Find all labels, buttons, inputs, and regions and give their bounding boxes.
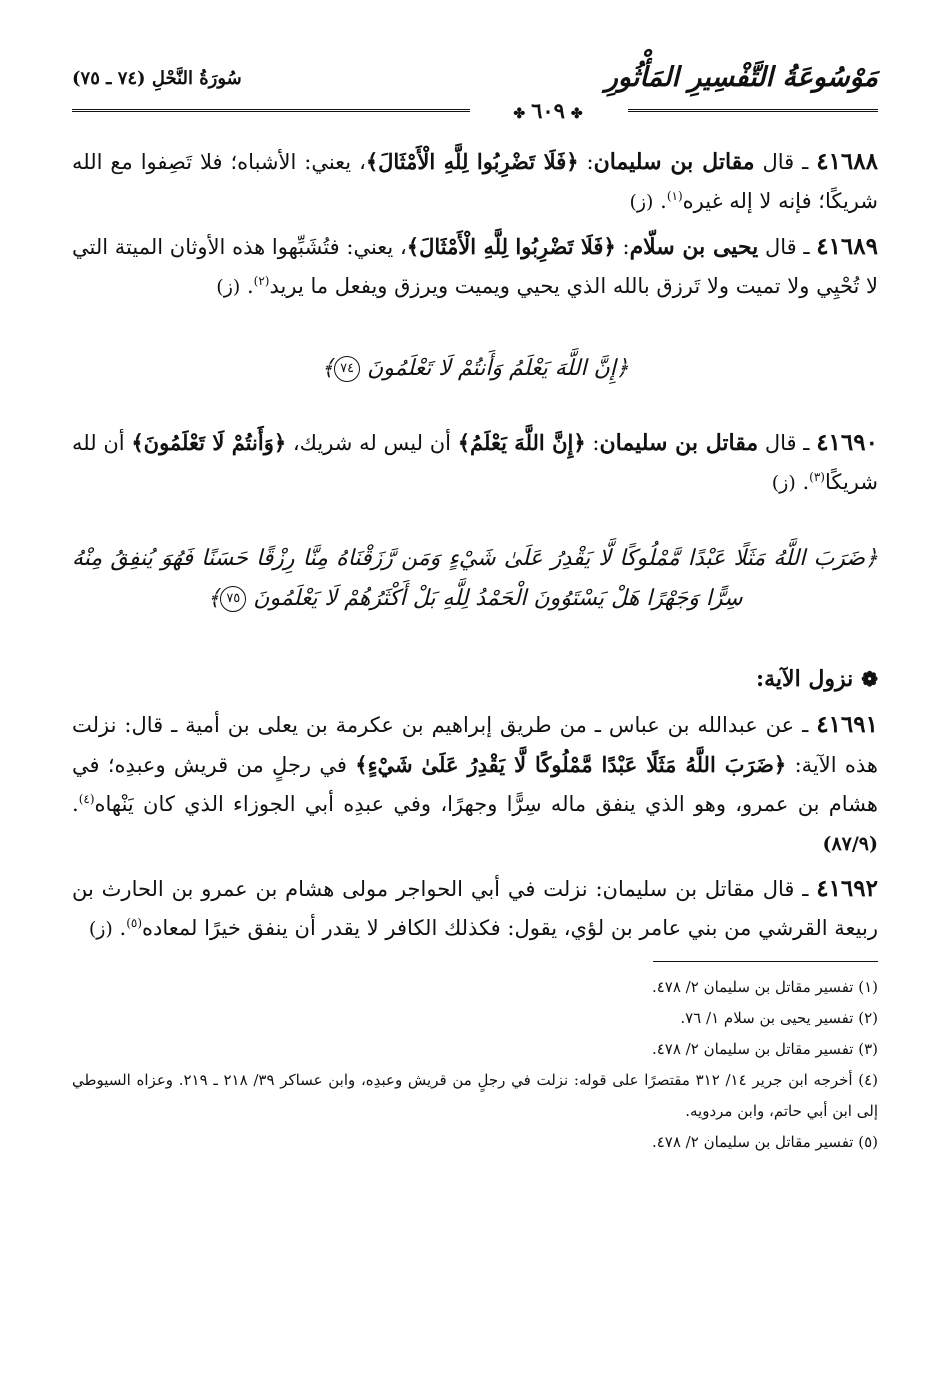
verse-bracket: ﴾ — [321, 356, 335, 381]
entry-text: ـ قال — [758, 431, 817, 455]
source-code: (ز) — [88, 918, 113, 940]
entry-text: : — [578, 150, 594, 174]
page-body — [72, 142, 878, 1158]
entry-number: ٤١٦٨٨ — [816, 148, 878, 175]
entry-number: ٤١٦٨٩ — [816, 233, 878, 260]
entry-41691 — [72, 705, 878, 864]
entry-41688 — [72, 142, 878, 222]
entry-number: ٤١٦٩٢ — [816, 875, 878, 902]
header-line-left — [72, 109, 470, 112]
book-page — [72, 40, 879, 1151]
entry-text: ـ قال مقاتل بن سليمان: نزلت في أبي الحواجر مولى هشام بن عمرو بن الحارث بن ربيعة القرشي من بني عامر بن لؤي، يقول: فكذلك الكافر لا يقدر أن ينفق خيرًا لمعاده — [72, 877, 878, 940]
ornament-icon: ✤ — [513, 106, 526, 122]
footnote-2: (٢) تفسير يحيى بن سلام ١/ ٧٦. — [680, 1009, 878, 1027]
entry-text: ، يعني: الأشباه؛ فلا تَصِفوا مع الله شريكًا؛ فإنه لا إله غيره — [72, 150, 878, 213]
page-header — [72, 40, 878, 123]
verse-75 — [72, 539, 878, 619]
quran-quote: ﴿ضَرَبَ اللَّهُ مَثَلًا عَبْدًا مَّمْلُوكًا لَّا يَقْدِرُ عَلَىٰ شَيْءٍ﴾ — [355, 752, 787, 777]
entry-text: . — [653, 189, 667, 213]
footnote-divider — [653, 961, 878, 962]
verse-bracket: ﴾ — [207, 586, 221, 611]
entry-text: . — [112, 916, 127, 940]
entry-text: . — [240, 274, 254, 298]
narrator-name: مقاتل بن سليمان — [599, 430, 759, 456]
footnote-ref[interactable]: (٢) — [253, 274, 270, 288]
header-line-right — [628, 109, 878, 112]
footnote-ref[interactable]: (٣) — [809, 470, 825, 484]
entry-number: ٤١٦٩١ — [816, 711, 878, 738]
footnotes — [72, 972, 878, 1158]
page-number-block — [482, 98, 614, 123]
ornament-icon: ✤ — [570, 106, 583, 122]
entry-41689 — [72, 227, 878, 307]
source-code: (ز) — [216, 276, 241, 298]
footnote-5: (٥) تفسير مقاتل بن سليمان ٢/ ٤٧٨. — [651, 1133, 878, 1151]
flower-icon: ❁ — [861, 667, 878, 691]
source-code: (ز) — [771, 472, 796, 494]
entry-text: أن لله شريكًا — [72, 431, 878, 494]
entry-text: . — [795, 470, 810, 494]
source-code: (ز) — [629, 191, 654, 213]
section-title: نزول الآية: — [756, 666, 854, 692]
entry-41690 — [72, 423, 878, 503]
footnote-1: (١) تفسير مقاتل بن سليمان ٢/ ٤٧٨. — [651, 978, 878, 996]
footnote-4: (٤) أخرجه ابن جرير ١٤/ ٣١٢ مقتصرًا على قوله: نزلت في رجلٍ من قريش وعبدِه، وابن عساكر ٣٩/ ٢١٨ ـ ٢١٩. وعزاه السيوطي إلى ابن أبي حاتم، وابن مردويه. — [72, 1071, 879, 1120]
quran-quote: ﴿إِنَّ اللَّهَ يَعْلَمُ﴾ — [457, 430, 586, 455]
narrator-name: مقاتل بن سليمان — [593, 149, 755, 175]
footnote-ref[interactable]: (٤) — [78, 792, 95, 806]
ayah-number-icon: ٧٤ — [334, 356, 360, 382]
verse-text: ﴿إِنَّ اللَّهَ يَعْلَمُ وَأَنتُمْ لَا تَعْلَمُونَ — [367, 356, 629, 381]
book-title: مَوْسُوعَةُ التَّفْسِيرِ المَأْثُورِ — [604, 62, 878, 93]
surah-range: سُورَةُ النَّحْلِ (٧٤ ـ ٧٥) — [72, 68, 242, 89]
page-number: ٦٠٩ — [531, 98, 565, 123]
entry-text: : — [585, 431, 600, 455]
quran-quote: ﴿وَأَنتُمْ لَا تَعْلَمُونَ﴾ — [131, 430, 287, 455]
entry-text: أن ليس له شريك، — [286, 431, 458, 455]
ayah-number-icon: ٧٥ — [220, 586, 246, 612]
quran-quote: ﴿فَلَا تَضْرِبُوا لِلَّهِ الْأَمْثَالَ﴾ — [365, 149, 579, 174]
entry-text: ـ قال — [758, 235, 817, 259]
entry-41692 — [72, 869, 878, 949]
volume-reference: (٨٧/٩) — [822, 833, 878, 855]
entry-text: ـ قال — [754, 150, 817, 174]
header-rule — [72, 100, 878, 122]
verse-74 — [72, 349, 878, 389]
quran-quote: ﴿فَلَا تَضْرِبُوا لِلَّهِ الْأَمْثَالَ﴾ — [406, 234, 616, 259]
entry-text: : — [615, 235, 630, 259]
section-heading — [72, 659, 878, 699]
entry-text: . — [72, 792, 79, 816]
footnote-ref[interactable]: (١) — [666, 189, 683, 203]
entry-number: ٤١٦٩٠ — [816, 429, 878, 456]
footnote-ref[interactable]: (٥) — [126, 916, 143, 930]
entry-text: ، يعني: فتُشَبِّهوا هذه الأوثان الميتة التي لا تُحْيِي ولا تميت ولا تَرزق بالله الذي يحيي ويميت ويرزق ويفعل ما يريد — [72, 235, 878, 298]
footnote-3: (٣) تفسير مقاتل بن سليمان ٢/ ٤٧٨. — [651, 1040, 878, 1058]
narrator-name: يحيى بن سلّام — [629, 234, 759, 260]
entry-text: في رجلٍ من قريش وعبدِه؛ في هشام بن عمرو، وهو الذي ينفق ماله سِرًّا وجهرًا، وفي عبدِه أبي الجوزاء الذي كان يَنْهاه — [72, 753, 878, 816]
verse-text: ﴿ضَرَبَ اللَّهُ مَثَلًا عَبْدًا مَّمْلُوكًا لَّا يَقْدِرُ عَلَىٰ شَيْءٍ وَمَن رَّزَقْنَاهُ مِنَّا رِزْقًا حَسَنًا فَهُوَ يُنفِقُ مِنْهُ سِرًّا وَجَهْرًا هَلْ يَسْتَوُونَ الْحَمْدُ لِلَّهِ بَلْ أَكْثَرُهُمْ لَا يَعْلَمُونَ — [72, 546, 878, 611]
entry-text: ـ عن عبدالله بن عباس ـ من طريق إبراهيم بن عكرمة بن يعلى بن أمية ـ قال: نزلت هذه الآية: — [72, 713, 878, 777]
